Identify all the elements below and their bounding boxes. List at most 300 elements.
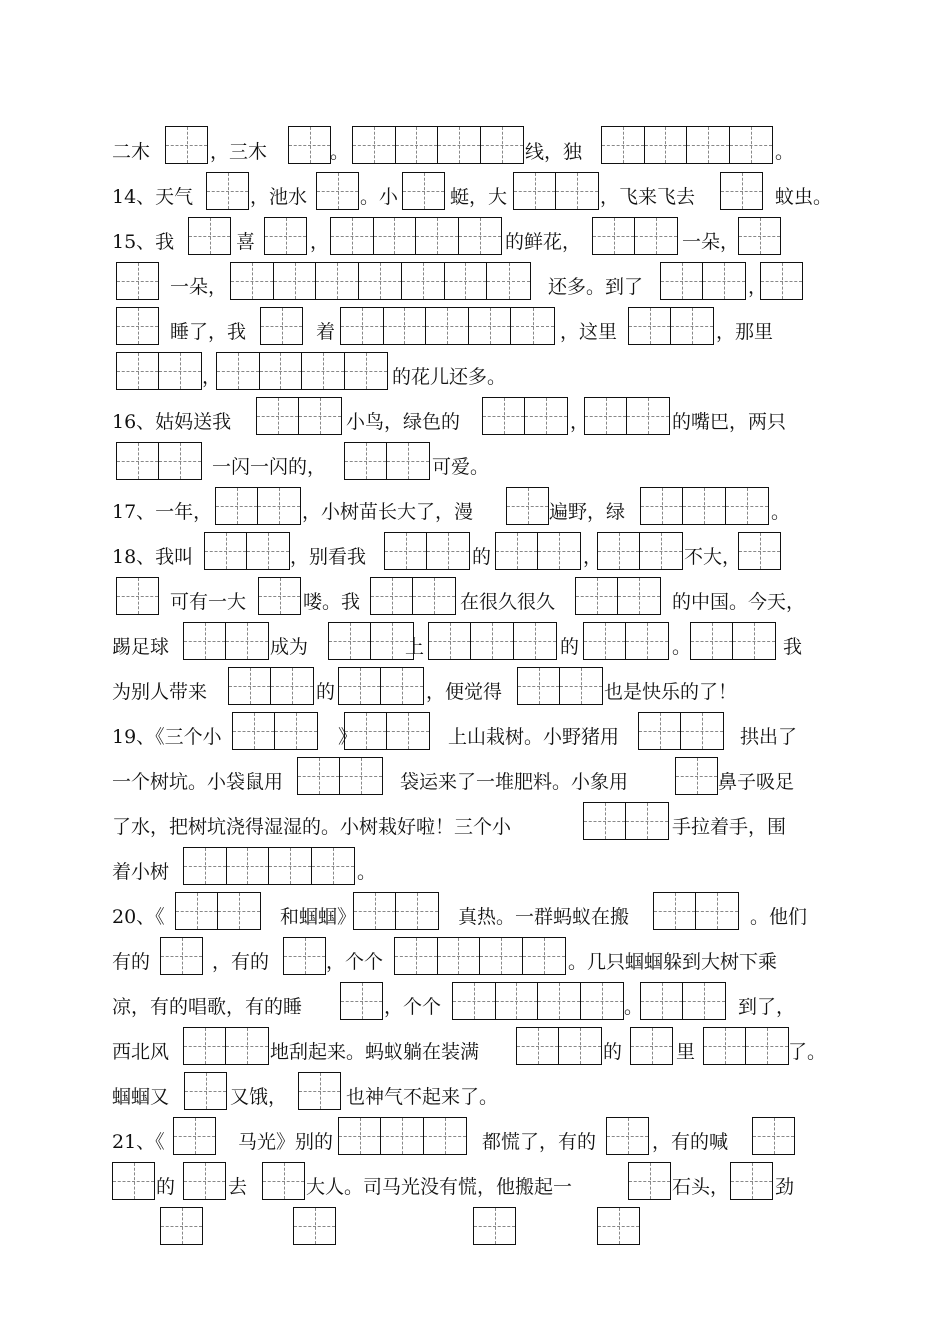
grid-cell — [184, 623, 226, 659]
answer-grid[interactable] — [344, 442, 430, 480]
worksheet-text: 的 — [603, 1041, 623, 1063]
grid-cell — [645, 127, 688, 163]
worksheet-text: 上山栽树。小野猪用 — [448, 726, 620, 748]
grid-cell — [426, 308, 469, 344]
grid-cell — [345, 353, 387, 389]
answer-grid[interactable] — [352, 126, 524, 164]
worksheet-text: 着 — [316, 321, 336, 343]
grid-cell — [329, 623, 371, 659]
grid-cell — [703, 263, 745, 299]
worksheet-text: 地刮起来。蚂蚁躺在装满 — [270, 1041, 480, 1063]
grid-cell — [261, 308, 302, 344]
worksheet-text: 劲 — [775, 1176, 795, 1198]
worksheet-text: 14、天气 — [112, 186, 194, 208]
answer-grid[interactable] — [640, 487, 769, 525]
answer-grid[interactable] — [116, 307, 159, 345]
grid-cell — [339, 1118, 381, 1154]
worksheet-text: 。小 — [360, 186, 399, 208]
grid-cell — [691, 623, 733, 659]
answer-grid[interactable] — [402, 172, 445, 210]
grid-cell — [661, 263, 703, 299]
answer-grid[interactable] — [258, 577, 301, 615]
grid-cell — [676, 758, 717, 794]
worksheet-text: 一个树坑。小袋鼠用 — [112, 771, 284, 793]
answer-grid[interactable] — [675, 757, 718, 795]
grid-cell — [274, 263, 317, 299]
worksheet-text: 里 — [676, 1041, 696, 1063]
grid-cell — [289, 127, 330, 163]
worksheet-text: ， — [748, 276, 768, 298]
grid-cell — [371, 578, 413, 614]
answer-grid[interactable] — [204, 532, 290, 570]
grid-cell — [726, 488, 768, 524]
answer-grid[interactable] — [640, 982, 726, 1020]
grid-cell — [424, 1118, 466, 1154]
worksheet-text: 睡了，我 — [170, 321, 247, 343]
worksheet-text: ，这里 — [560, 321, 618, 343]
answer-grid[interactable] — [160, 1207, 203, 1245]
worksheet-text: ， — [583, 546, 603, 568]
answer-grid[interactable] — [601, 126, 773, 164]
grid-cell — [233, 713, 275, 749]
worksheet-text: 有的 — [112, 951, 151, 973]
grid-cell — [581, 983, 623, 1019]
grid-cell — [584, 623, 626, 659]
answer-grid[interactable] — [165, 126, 208, 164]
worksheet-text: 的中国。今天， — [672, 591, 806, 613]
grid-cell — [487, 263, 530, 299]
answer-grid[interactable] — [215, 487, 301, 525]
answer-grid[interactable] — [262, 1162, 305, 1200]
grid-cell — [556, 173, 598, 209]
grid-cell — [340, 758, 382, 794]
grid-cell — [538, 533, 580, 569]
answer-grid[interactable] — [283, 937, 326, 975]
answer-grid[interactable] — [228, 667, 314, 705]
worksheet-text: 一朵， — [682, 231, 740, 253]
grid-cell — [640, 533, 682, 569]
answer-grid[interactable] — [288, 126, 331, 164]
grid-cell — [483, 398, 525, 434]
worksheet-text: 线，独 — [525, 141, 583, 163]
worksheet-text: 18、我叫 — [112, 546, 194, 568]
answer-grid[interactable] — [183, 1027, 269, 1065]
grid-cell — [396, 893, 438, 929]
grid-cell — [469, 308, 512, 344]
grid-cell — [359, 263, 402, 299]
grid-cell — [226, 623, 268, 659]
grid-cell — [429, 623, 471, 659]
grid-cell — [496, 533, 538, 569]
grid-cell — [607, 1118, 648, 1154]
answer-grid[interactable] — [597, 532, 683, 570]
worksheet-text: 遍野，绿 — [549, 501, 626, 523]
grid-cell — [413, 578, 455, 614]
answer-grid[interactable] — [297, 757, 383, 795]
grid-cell — [302, 353, 345, 389]
grid-cell — [159, 443, 201, 479]
answer-grid[interactable] — [628, 307, 714, 345]
worksheet-text: ， — [310, 231, 330, 253]
answer-grid[interactable] — [584, 397, 670, 435]
grid-cell — [117, 308, 158, 344]
answer-grid[interactable] — [340, 982, 383, 1020]
answer-grid[interactable] — [473, 1207, 516, 1245]
answer-grid[interactable] — [516, 1027, 602, 1065]
worksheet-text: 着小树 — [112, 861, 170, 883]
answer-grid[interactable] — [184, 1072, 227, 1110]
worksheet-text: 。 — [330, 141, 350, 163]
worksheet-text: 袋运来了一堆肥料。小象用 — [400, 771, 629, 793]
grid-cell — [511, 308, 554, 344]
worksheet-text: 鼻子吸足 — [718, 771, 795, 793]
grid-cell — [507, 488, 548, 524]
answer-grid[interactable] — [256, 397, 342, 435]
worksheet-text: 。 — [357, 861, 377, 883]
worksheet-text: 不大， — [684, 546, 742, 568]
grid-cell — [265, 218, 306, 254]
grid-cell — [585, 398, 627, 434]
grid-cell — [598, 533, 640, 569]
answer-grid[interactable] — [116, 262, 159, 300]
grid-cell — [354, 893, 396, 929]
worksheet-text: 20、《 — [112, 906, 165, 928]
answer-grid[interactable] — [206, 172, 249, 210]
answer-grid[interactable] — [116, 577, 159, 615]
grid-cell — [174, 1118, 215, 1154]
grid-cell — [671, 308, 713, 344]
grid-cell — [523, 938, 565, 974]
answer-grid[interactable] — [482, 397, 568, 435]
answer-grid[interactable] — [495, 532, 581, 570]
answer-grid[interactable] — [506, 487, 549, 525]
grid-cell — [216, 488, 258, 524]
answer-grid[interactable] — [175, 892, 261, 930]
grid-cell — [341, 983, 382, 1019]
answer-grid[interactable] — [730, 1162, 773, 1200]
worksheet-text: 和蝈蝈》 — [280, 906, 357, 928]
answer-grid[interactable] — [370, 577, 456, 615]
grid-cell — [284, 938, 325, 974]
worksheet-text: 的 — [316, 681, 336, 703]
worksheet-text: 17、一年， — [112, 501, 213, 523]
worksheet-text: ，那里 — [716, 321, 774, 343]
grid-cell — [641, 488, 683, 524]
grid-cell — [739, 533, 780, 569]
grid-cell — [396, 127, 439, 163]
answer-grid[interactable] — [230, 262, 531, 300]
worksheet-text: 。几只蝈蝈躲到大树下乘 — [568, 951, 778, 973]
grid-cell — [117, 353, 159, 389]
worksheet-text: 到了， — [738, 996, 796, 1018]
grid-cell — [683, 983, 725, 1019]
grid-cell — [654, 893, 696, 929]
answer-grid[interactable] — [592, 217, 678, 255]
answer-grid[interactable] — [720, 172, 763, 210]
worksheet-text: ，别看我 — [290, 546, 367, 568]
grid-cell — [753, 1118, 794, 1154]
grid-cell — [341, 308, 384, 344]
grid-cell — [681, 713, 723, 749]
answer-grid[interactable] — [428, 622, 557, 660]
grid-cell — [275, 713, 317, 749]
answer-grid[interactable] — [112, 1162, 155, 1200]
grid-cell — [113, 1163, 154, 1199]
worksheet-text: 手拉着手，围 — [672, 816, 787, 838]
worksheet-text: 我 — [783, 636, 803, 658]
worksheet-text: 一朵， — [170, 276, 228, 298]
grid-cell — [205, 533, 247, 569]
worksheet-text: 又饿， — [230, 1086, 288, 1108]
worksheet-text: 。 — [624, 996, 644, 1018]
answer-grid[interactable] — [638, 712, 724, 750]
grid-cell — [384, 308, 427, 344]
worksheet-text: 的嘴巴，两只 — [672, 411, 787, 433]
worksheet-text: 了水，把树坑浇得湿湿的。小树栽好啦！三个小 — [112, 816, 512, 838]
answer-grid[interactable] — [575, 577, 661, 615]
worksheet-text: 的花儿还多。 — [392, 366, 507, 388]
worksheet-text: ，个个 — [326, 951, 384, 973]
worksheet-text: 凉，有的唱歌，有的睡 — [112, 996, 303, 1018]
worksheet-text: 真热。一群蚂蚁在搬 — [458, 906, 630, 928]
grid-cell — [631, 1028, 672, 1064]
worksheet-text: 去 — [228, 1176, 248, 1198]
grid-cell — [517, 1028, 559, 1064]
answer-grid[interactable] — [384, 532, 470, 570]
grid-cell — [761, 263, 802, 299]
grid-cell — [641, 983, 683, 1019]
grid-cell — [481, 127, 523, 163]
worksheet-text: 的 — [156, 1176, 176, 1198]
answer-grid[interactable] — [330, 217, 502, 255]
grid-cell — [402, 263, 445, 299]
answer-grid[interactable] — [188, 217, 231, 255]
grid-cell — [229, 668, 271, 704]
answer-grid[interactable] — [653, 892, 739, 930]
grid-cell — [247, 533, 289, 569]
grid-cell — [514, 623, 556, 659]
worksheet-text: 成为 — [270, 636, 309, 658]
worksheet-text: ，飞来飞去 — [600, 186, 696, 208]
grid-cell — [263, 1163, 304, 1199]
answer-grid[interactable] — [583, 622, 669, 660]
answer-grid[interactable] — [183, 847, 355, 885]
worksheet-text: 还多。到了 — [548, 276, 644, 298]
answer-grid[interactable] — [232, 712, 318, 750]
grid-cell — [395, 938, 438, 974]
grid-cell — [381, 668, 423, 704]
grid-cell — [161, 1208, 202, 1244]
grid-cell — [385, 533, 427, 569]
worksheet-text: ，个个 — [384, 996, 442, 1018]
grid-cell — [117, 578, 158, 614]
grid-cell — [185, 1073, 226, 1109]
answer-grid[interactable] — [338, 667, 424, 705]
answer-grid[interactable] — [628, 1162, 671, 1200]
grid-cell — [312, 848, 354, 884]
grid-cell — [184, 1028, 226, 1064]
grid-cell — [381, 1118, 423, 1154]
worksheet-text: 19、《三个小 — [112, 726, 222, 748]
grid-cell — [627, 398, 669, 434]
worksheet-text: 石头， — [672, 1176, 730, 1198]
grid-cell — [704, 1028, 746, 1064]
answer-grid[interactable] — [316, 172, 359, 210]
worksheet-text: 蝈蝈又 — [112, 1086, 170, 1108]
answer-grid[interactable] — [116, 352, 202, 390]
answer-grid[interactable] — [216, 352, 388, 390]
answer-grid[interactable] — [738, 217, 781, 255]
worksheet-text: ，小树苗长大了，漫 — [302, 501, 474, 523]
grid-cell — [480, 938, 523, 974]
grid-cell — [299, 398, 341, 434]
grid-cell — [731, 1163, 772, 1199]
grid-cell — [459, 218, 501, 254]
answer-grid[interactable] — [173, 1117, 216, 1155]
grid-cell — [453, 983, 496, 1019]
grid-cell — [331, 218, 374, 254]
worksheet-text: 二木 — [112, 141, 151, 163]
grid-cell — [696, 893, 738, 929]
grid-cell — [353, 127, 396, 163]
grid-cell — [258, 488, 300, 524]
grid-cell — [721, 173, 762, 209]
grid-cell — [514, 173, 556, 209]
answer-grid[interactable] — [660, 262, 746, 300]
grid-cell — [217, 353, 260, 389]
answer-grid[interactable] — [116, 442, 202, 480]
answer-grid[interactable] — [260, 307, 303, 345]
answer-grid[interactable] — [264, 217, 307, 255]
answer-grid[interactable] — [183, 1162, 226, 1200]
worksheet-text: 可有一大 — [170, 591, 247, 613]
worksheet-text: 都慌了，有的 — [482, 1131, 597, 1153]
worksheet-text: ，池水 — [250, 186, 308, 208]
answer-grid[interactable] — [583, 802, 669, 840]
worksheet-text: 。 — [672, 636, 692, 658]
worksheet-text: 踢足球 — [112, 636, 170, 658]
worksheet-text: 为别人带来 — [112, 681, 208, 703]
grid-cell — [227, 848, 270, 884]
worksheet-text: ，便觉得 — [426, 681, 503, 703]
worksheet-text: ，三木 — [210, 141, 268, 163]
answer-grid[interactable] — [517, 667, 603, 705]
grid-cell — [629, 1163, 670, 1199]
answer-grid[interactable] — [340, 307, 555, 345]
worksheet-text: 大人。司马光没有慌，他搬起一 — [306, 1176, 573, 1198]
answer-grid[interactable] — [703, 1027, 789, 1065]
grid-cell — [584, 803, 626, 839]
answer-grid[interactable] — [394, 937, 566, 975]
worksheet-text: 也是快乐的了！ — [604, 681, 738, 703]
worksheet-text: ， — [202, 366, 222, 388]
worksheet-text: 喽。我 — [303, 591, 361, 613]
grid-cell — [294, 1208, 335, 1244]
answer-grid[interactable] — [328, 622, 414, 660]
answer-grid[interactable] — [606, 1117, 649, 1155]
worksheet-text: 可爱。 — [432, 456, 490, 478]
grid-cell — [471, 623, 513, 659]
worksheet-text: 蚊虫。 — [775, 186, 833, 208]
grid-cell — [538, 983, 581, 1019]
answer-grid[interactable] — [630, 1027, 673, 1065]
grid-cell — [231, 263, 274, 299]
answer-grid[interactable] — [298, 1072, 341, 1110]
grid-cell — [746, 1028, 788, 1064]
answer-grid[interactable] — [183, 622, 269, 660]
grid-cell — [271, 668, 313, 704]
grid-cell — [683, 488, 725, 524]
grid-cell — [184, 848, 227, 884]
answer-grid[interactable] — [690, 622, 776, 660]
grid-cell — [427, 533, 469, 569]
worksheet-text: 了。 — [788, 1041, 827, 1063]
answer-grid[interactable] — [338, 1117, 467, 1155]
grid-cell — [518, 668, 560, 704]
grid-cell — [317, 173, 358, 209]
worksheet-text: 西北风 — [112, 1041, 170, 1063]
worksheet-text: 在很久很久 — [460, 591, 556, 613]
grid-cell — [403, 173, 444, 209]
answer-grid[interactable] — [452, 982, 624, 1020]
grid-cell — [259, 578, 300, 614]
worksheet-text: 的 — [472, 546, 492, 568]
answer-grid[interactable] — [597, 1207, 640, 1245]
grid-cell — [387, 443, 429, 479]
grid-cell — [496, 983, 539, 1019]
grid-cell — [226, 1028, 268, 1064]
answer-grid[interactable] — [513, 172, 599, 210]
grid-cell — [559, 1028, 601, 1064]
grid-cell — [525, 398, 567, 434]
grid-cell — [635, 218, 677, 254]
grid-cell — [387, 713, 429, 749]
grid-cell — [626, 803, 668, 839]
grid-cell — [733, 623, 775, 659]
worksheet-text: 》 — [338, 726, 358, 748]
grid-cell — [687, 127, 730, 163]
grid-cell — [416, 218, 459, 254]
worksheet-text: 马光》别的 — [238, 1131, 334, 1153]
grid-cell — [438, 938, 481, 974]
grid-cell — [374, 218, 417, 254]
answer-grid[interactable] — [160, 937, 203, 975]
answer-grid[interactable] — [738, 532, 781, 570]
worksheet-text: 拱出了 — [740, 726, 798, 748]
grid-cell — [339, 668, 381, 704]
worksheet-text: 16、姑妈送我 — [112, 411, 232, 433]
grid-cell — [161, 938, 202, 974]
grid-cell — [602, 127, 645, 163]
grid-cell — [218, 893, 260, 929]
answer-grid[interactable] — [353, 892, 439, 930]
grid-cell — [316, 263, 359, 299]
answer-grid[interactable] — [293, 1207, 336, 1245]
answer-grid[interactable] — [752, 1117, 795, 1155]
worksheet-text: 小鸟，绿色的 — [346, 411, 461, 433]
grid-cell — [260, 353, 303, 389]
grid-cell — [184, 1163, 225, 1199]
worksheet-text: 上 — [405, 636, 425, 658]
worksheet-text: 蜓，大 — [450, 186, 508, 208]
grid-cell — [166, 127, 207, 163]
grid-cell — [598, 1208, 639, 1244]
grid-cell — [639, 713, 681, 749]
worksheet-text: 的 — [560, 636, 580, 658]
grid-cell — [560, 668, 602, 704]
grid-cell — [629, 308, 671, 344]
worksheet-text: 21、《 — [112, 1131, 165, 1153]
